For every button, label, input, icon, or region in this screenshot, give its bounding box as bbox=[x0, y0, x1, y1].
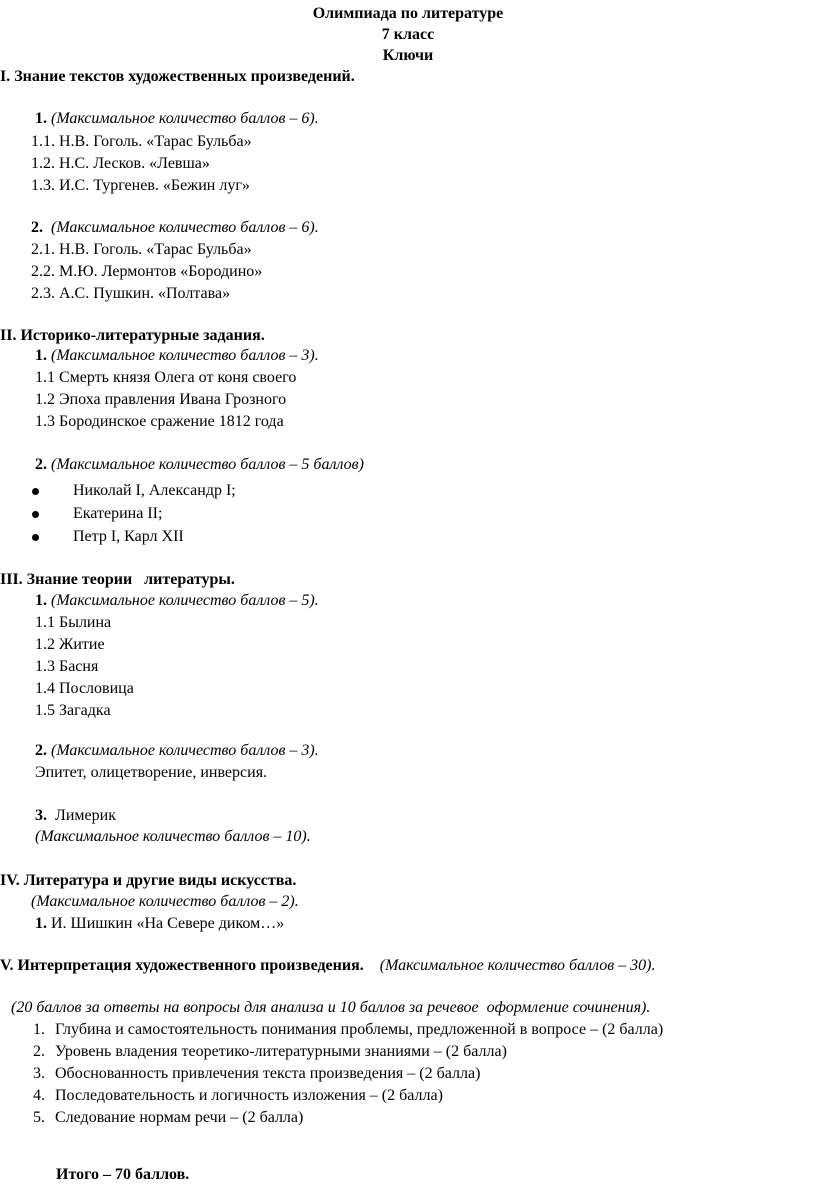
task-points: (Максимальное количество баллов – 10). bbox=[35, 828, 311, 845]
answer-item: 2.2. М.Ю. Лермонтов «Бородино» bbox=[31, 263, 263, 280]
total-score: Итого – 70 баллов. bbox=[56, 1166, 190, 1183]
task-number: 1. bbox=[35, 347, 47, 364]
answer-text: Эпитет, олицетворение, инверсия. bbox=[35, 764, 268, 781]
bullet-text: Екатерина II; bbox=[73, 505, 163, 522]
answer-item: 1.2. Н.С. Лесков. «Левша» bbox=[31, 155, 210, 172]
header-grade: 7 класс bbox=[381, 26, 435, 43]
answer-item: 2.1. Н.В. Гоголь. «Тарас Бульба» bbox=[31, 241, 252, 258]
section-1-task-2-header bbox=[31, 217, 319, 239]
task-points: (Максимальное количество баллов – 5). bbox=[51, 592, 319, 609]
criteria-text: Обоснованность привлечения текста произведения – (2 балла) bbox=[55, 1065, 481, 1082]
answer-text: И. Шишкин «На Севере диком…» bbox=[51, 915, 285, 932]
section-4-task-1 bbox=[35, 913, 284, 935]
answer-item: 1.3. И.С. Тургенев. «Бежин луг» bbox=[31, 177, 250, 194]
section-1-task-1-header bbox=[35, 108, 319, 130]
section-2-task-2-header bbox=[35, 454, 364, 476]
section-3-title: III. Знание теории литературы. bbox=[0, 571, 235, 588]
section-5-header bbox=[0, 955, 656, 977]
criteria-text: Последовательность и логичность изложения – (2 балла) bbox=[55, 1087, 443, 1104]
criteria-text: Следование нормам речи – (2 балла) bbox=[55, 1109, 304, 1126]
task-number: 2. bbox=[31, 219, 43, 236]
header-keys: Ключи bbox=[382, 47, 434, 64]
criteria-number: 2. bbox=[33, 1043, 45, 1060]
section-5-note: (20 баллов за ответы на вопросы для анализа и 10 баллов за речевое оформление сочинения). bbox=[11, 999, 651, 1016]
bullet-icon bbox=[32, 511, 39, 518]
criteria-item bbox=[33, 1107, 303, 1129]
section-3-task-2-header bbox=[35, 740, 319, 762]
answer-item: 1.2 Эпоха правления Ивана Грозного bbox=[35, 391, 287, 408]
answer-item: 1.3 Бородинское сражение 1812 года bbox=[35, 413, 284, 430]
answer-item: 1.1 Смерть князя Олега от коня своего bbox=[35, 369, 297, 386]
task-points: (Максимальное количество баллов – 2). bbox=[31, 893, 299, 910]
bullet-text: Николай I, Александр I; bbox=[73, 482, 236, 499]
task-number: 1. bbox=[35, 915, 47, 932]
task-points: (Максимальное количество баллов – 3). bbox=[51, 347, 319, 364]
criteria-text: Глубина и самостоятельность понимания проблемы, предложенной в вопросе – (2 балла) bbox=[55, 1021, 664, 1038]
bullet-text: Петр I, Карл XII bbox=[73, 528, 184, 545]
answer-item: 1.5 Загадка bbox=[35, 702, 111, 719]
bullet-item bbox=[73, 526, 184, 548]
criteria-item bbox=[33, 1063, 480, 1085]
task-points: (Максимальное количество баллов – 3). bbox=[51, 742, 319, 759]
answer-item: 1.4 Пословица bbox=[35, 680, 134, 697]
section-1-title: I. Знание текстов художественных произведений. bbox=[0, 68, 355, 85]
task-number: 2. bbox=[35, 742, 47, 759]
section-5-title: V. Интерпретация художественного произведения. bbox=[0, 957, 364, 974]
answer-item: 1.3 Басня bbox=[35, 658, 99, 675]
task-points: (Максимальное количество баллов – 6). bbox=[51, 110, 319, 127]
section-3-task-1-header bbox=[35, 590, 319, 612]
answer-item: 1.2 Житие bbox=[35, 636, 105, 653]
answer-text: Лимерик bbox=[55, 807, 116, 824]
section-3-task-3-header bbox=[35, 805, 116, 827]
criteria-item bbox=[33, 1085, 443, 1107]
section-2-title: II. Историко-литературные задания. bbox=[0, 327, 265, 344]
task-points: (Максимальное количество баллов – 5 баллов) bbox=[51, 456, 364, 473]
task-points: (Максимальное количество баллов – 30). bbox=[379, 957, 656, 974]
answer-item: 1.1. Н.В. Гоголь. «Тарас Бульба» bbox=[31, 133, 252, 150]
bullet-icon bbox=[32, 534, 39, 541]
task-number: 3. bbox=[35, 807, 47, 824]
criteria-number: 1. bbox=[33, 1021, 45, 1038]
section-2-task-1-header bbox=[35, 345, 319, 367]
document-header bbox=[0, 0, 816, 66]
criteria-number: 4. bbox=[33, 1087, 45, 1104]
task-points: (Максимальное количество баллов – 6). bbox=[51, 219, 319, 236]
task-number: 2. bbox=[35, 456, 47, 473]
header-olympiad: Олимпиада по литературе bbox=[312, 5, 504, 22]
criteria-item bbox=[33, 1041, 507, 1063]
answer-item: 1.1 Былина bbox=[35, 614, 112, 631]
task-number: 1. bbox=[35, 592, 47, 609]
task-number: 1. bbox=[35, 110, 47, 127]
bullet-item bbox=[73, 503, 162, 525]
bullet-icon bbox=[32, 488, 39, 495]
bullet-item bbox=[73, 480, 236, 502]
answer-item: 2.3. А.С. Пушкин. «Полтава» bbox=[31, 285, 231, 302]
criteria-text: Уровень владения теоретико-литературными знаниями – (2 балла) bbox=[55, 1043, 507, 1060]
criteria-number: 5. bbox=[33, 1109, 45, 1126]
criteria-number: 3. bbox=[33, 1065, 45, 1082]
section-4-title: IV. Литература и другие виды искусства. bbox=[0, 872, 297, 889]
criteria-item bbox=[33, 1019, 663, 1041]
